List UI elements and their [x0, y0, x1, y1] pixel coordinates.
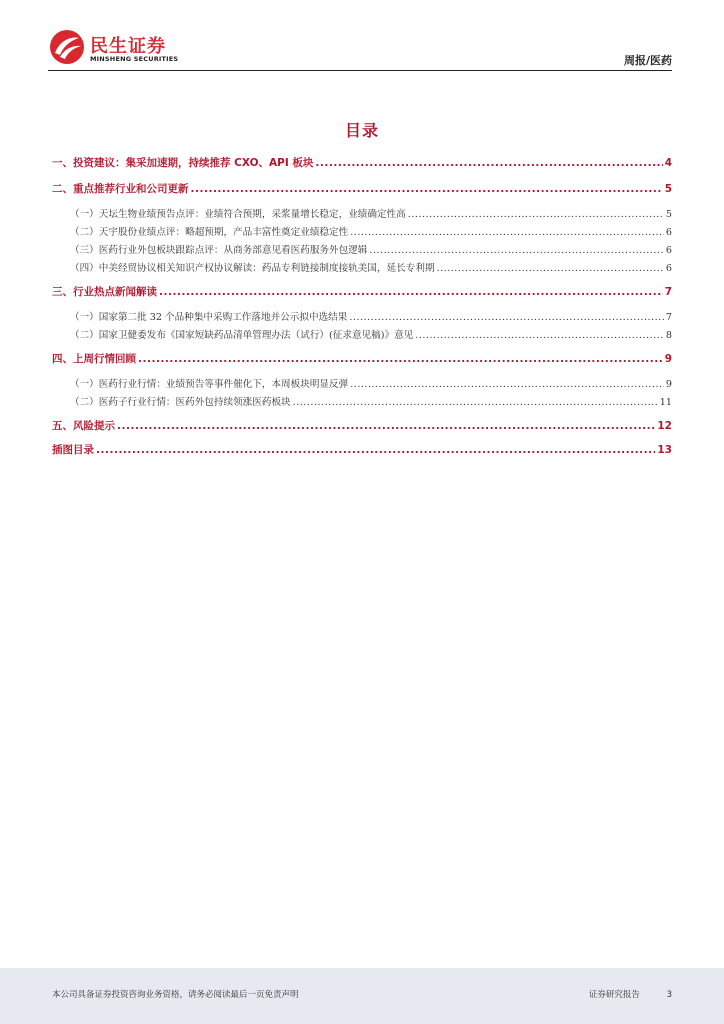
toc-entry[interactable]	[52, 181, 672, 197]
toc-entry-text: （三）医药行业外包板块跟踪点评：从商务部意见看医药服务外包逻辑	[70, 245, 368, 256]
toc-entry-page: 8	[665, 330, 672, 341]
footer-disclaimer: 本公司具备证券投资咨询业务资格，请务必阅读最后一页免责声明	[52, 990, 299, 1000]
toc-title: 目录	[344, 121, 379, 140]
toc-entry-page: 9	[665, 379, 672, 390]
toc-subentry[interactable]	[70, 394, 672, 410]
company-logo	[48, 26, 198, 68]
toc-entry-page: 7	[664, 286, 672, 298]
toc-entry-page: 6	[665, 263, 672, 274]
logo-chinese-name: 民生证券	[90, 36, 166, 57]
toc-entry-page: 5	[664, 183, 672, 195]
toc-entry-text: （二）天宇股份业绩点评：略超预期，产品丰富性奠定业绩稳定性	[70, 227, 349, 238]
footer-doc-type: 证券研究报告	[588, 990, 640, 1000]
toc-subentry[interactable]	[70, 309, 672, 325]
toc-entry[interactable]	[52, 155, 672, 171]
toc-leader-dots	[437, 263, 664, 274]
toc-entry-page: 5	[665, 209, 672, 220]
toc-entry-page: 4	[664, 157, 672, 169]
footer-right	[589, 988, 672, 1000]
toc-subentry[interactable]	[70, 242, 672, 258]
report-type: 周报/医药	[623, 54, 672, 67]
toc-entry-page: 6	[665, 227, 672, 238]
toc-leader-dots	[415, 330, 664, 341]
toc-entry-text: 插图目录	[52, 444, 94, 456]
toc-entry-text: （二）国家卫健委发布《国家短缺药品清单管理办法（试行）(征求意见稿)》意见	[70, 330, 414, 341]
toc-subentry[interactable]	[70, 206, 672, 222]
toc-entry[interactable]	[52, 351, 672, 367]
toc-leader-dots	[293, 397, 658, 408]
toc-entry[interactable]	[52, 418, 672, 434]
toc-entry-page: 7	[665, 312, 672, 323]
toc-leader-dots	[349, 312, 664, 323]
toc-leader-dots	[408, 209, 664, 220]
toc-leader-dots	[315, 157, 662, 169]
toc-entry-page: 11	[659, 397, 672, 408]
toc-entry-text: （二）医药子行业行情：医药外包持续领涨医药板块	[70, 397, 291, 408]
toc-entry-text: （一）国家第二批 32 个品种集中采购工作落地并公示拟中选结果	[70, 312, 348, 323]
toc-entry-text: 四、上周行情回顾	[52, 353, 136, 365]
toc-entry-text: 三、行业热点新闻解读	[52, 286, 157, 298]
logo-mark-icon	[48, 28, 86, 66]
toc-leader-dots	[159, 286, 663, 298]
toc-entry-text: （四）中美经贸协议相关知识产权协议解读：药品专利链接制度接轨美国，延长专利期	[70, 263, 435, 274]
toc-leader-dots	[369, 245, 663, 256]
toc-leader-dots	[191, 183, 663, 195]
toc-entry-page: 6	[665, 245, 672, 256]
toc-leader-dots	[96, 444, 655, 456]
toc-subentry[interactable]	[70, 376, 672, 392]
page-header	[48, 26, 672, 71]
toc-leader-dots	[138, 353, 663, 365]
toc-entry-page: 9	[664, 353, 672, 365]
footer-page-number: 3	[666, 990, 672, 1000]
page-footer	[0, 968, 724, 1024]
toc-leader-dots	[350, 227, 664, 238]
toc-subentry[interactable]	[70, 224, 672, 240]
toc-subentry[interactable]	[70, 260, 672, 276]
toc-entry-text: （一）天坛生物业绩预告点评：业绩符合预期，采浆量增长稳定，业绩确定性高	[70, 209, 406, 220]
toc-entry-page: 12	[657, 420, 672, 432]
toc-leader-dots	[117, 420, 655, 432]
toc-subentry[interactable]	[70, 327, 672, 343]
toc-entry-text: （一）医药行业行情：业绩预告等事件催化下，本周板块明显反弹	[70, 379, 349, 390]
toc-entry-text: 一、投资建议：集采加速期，持续推荐 CXO、API 板块	[52, 157, 314, 169]
toc-entry[interactable]	[52, 442, 672, 458]
logo-english-name: MINSHENG SECURITIES	[90, 55, 179, 63]
toc-entry-text: 二、重点推荐行业和公司更新	[52, 183, 189, 195]
toc-entry-text: 五、风险提示	[52, 420, 115, 432]
toc-leader-dots	[350, 379, 664, 390]
toc-entry-page: 13	[657, 444, 672, 456]
toc-entry[interactable]	[52, 284, 672, 300]
